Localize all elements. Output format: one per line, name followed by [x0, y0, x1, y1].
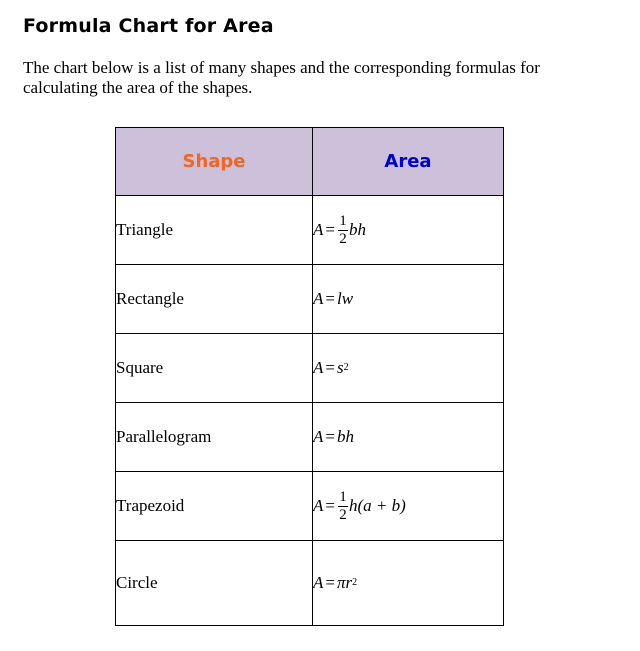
formula-lhs: A — [313, 358, 324, 377]
table-row — [116, 472, 504, 541]
table-row — [116, 541, 504, 626]
formula-rest: lw — [336, 289, 354, 308]
shape-name: Circle — [116, 541, 313, 626]
formula-equals: = — [325, 289, 335, 308]
fraction-denominator: 2 — [339, 230, 347, 247]
formula-equals: = — [325, 358, 335, 377]
area-column-header: Area — [313, 128, 504, 196]
shape-column-header: Shape — [116, 128, 313, 196]
formula-equals: = — [325, 427, 335, 446]
shape-name: Parallelogram — [116, 403, 313, 472]
formula-rest: bh — [348, 220, 366, 239]
table-row — [116, 334, 504, 403]
area-formula — [313, 472, 504, 541]
area-formula — [313, 265, 504, 334]
formula-equals: = — [325, 573, 335, 592]
shape-name: Trapezoid — [116, 472, 313, 541]
table-header-row — [116, 128, 504, 196]
table-row — [116, 265, 504, 334]
formula-equals: = — [325, 220, 335, 239]
intro-paragraph: The chart below is a list of many shapes and the corresponding formulas for calculating the area of the shapes. — [23, 58, 540, 97]
fraction-numerator: 1 — [339, 488, 347, 505]
formula-lhs: A — [313, 427, 324, 446]
table-row — [116, 196, 504, 265]
formula-base: πr — [336, 573, 353, 592]
area-formula — [313, 196, 504, 265]
formula-rest: bh — [336, 427, 354, 446]
formula-lhs: A — [313, 573, 324, 592]
area-formula — [313, 403, 504, 472]
fraction-denominator: 2 — [339, 506, 347, 523]
formula-lhs: A — [313, 496, 324, 515]
area-formula-table — [115, 127, 504, 626]
fraction — [338, 214, 348, 247]
fraction — [338, 490, 348, 523]
shape-name: Square — [116, 334, 313, 403]
formula-lhs: A — [313, 289, 324, 308]
area-formula: A = πr 2 — [313, 541, 504, 626]
fraction-numerator: 1 — [339, 212, 347, 229]
formula-base: s — [336, 358, 344, 377]
formula-rest: h(a + b) — [348, 496, 406, 515]
formula-equals: = — [325, 496, 335, 515]
shape-name: Triangle — [116, 196, 313, 265]
table-row — [116, 403, 504, 472]
area-formula: A = s 2 — [313, 334, 504, 403]
shape-name: Rectangle — [116, 265, 313, 334]
page-title: Formula Chart for Area — [23, 15, 274, 37]
formula-lhs: A — [313, 220, 324, 239]
